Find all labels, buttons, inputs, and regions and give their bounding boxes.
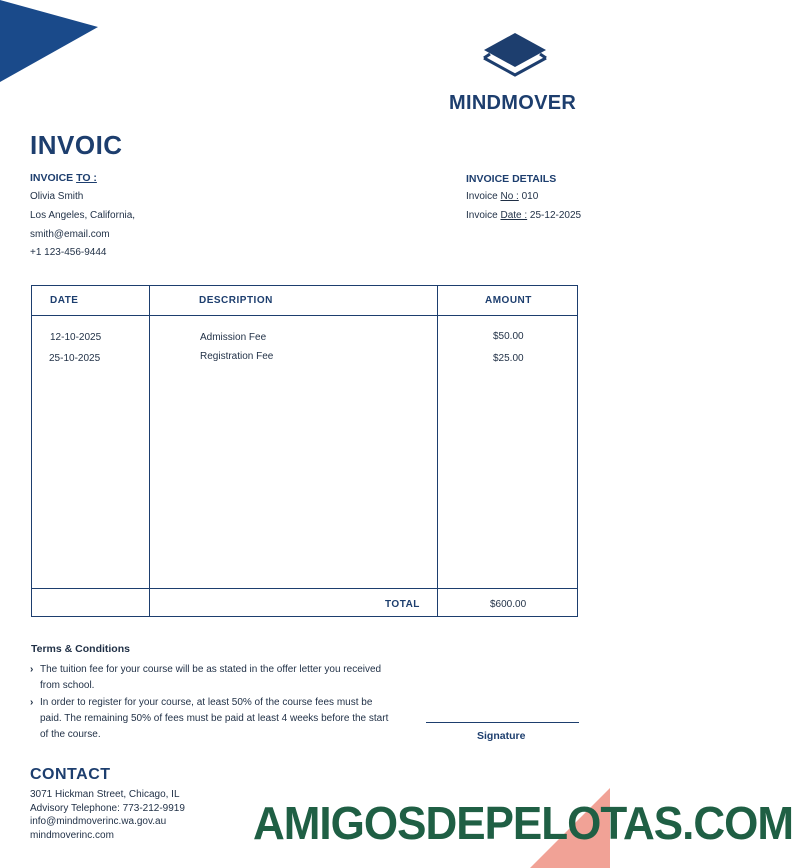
client-email: smith@email.com bbox=[30, 229, 110, 240]
brand-logo-icon bbox=[480, 30, 550, 78]
invoice-number bbox=[466, 191, 538, 202]
chevron-right-icon: › bbox=[30, 697, 34, 708]
row-2-description: Registration Fee bbox=[200, 351, 274, 362]
row-2-amount: $25.00 bbox=[493, 353, 524, 364]
table-divider-2 bbox=[437, 286, 438, 616]
invoice-table bbox=[31, 285, 578, 617]
brand-name: MINDMOVER bbox=[449, 92, 577, 114]
contact-address: 3071 Hickman Street, Chicago, IL bbox=[30, 789, 180, 800]
contact-website: mindmoverinc.com bbox=[30, 830, 114, 841]
total-value: $600.00 bbox=[490, 599, 527, 610]
row-1-date: 12-10-2025 bbox=[50, 332, 102, 343]
invoice-number-label: No : bbox=[500, 191, 519, 202]
client-address: Los Angeles, California, bbox=[30, 210, 136, 221]
term-item-2 bbox=[30, 695, 390, 743]
signature-line bbox=[426, 722, 579, 723]
contact-email: info@mindmoverinc.wa.gov.au bbox=[30, 816, 167, 827]
invoice-to-label bbox=[30, 172, 97, 184]
contact-title: CONTACT bbox=[30, 766, 111, 783]
row-1-description: Admission Fee bbox=[200, 332, 267, 343]
table-divider-1 bbox=[149, 286, 150, 616]
client-phone: +1 123-456-9444 bbox=[30, 247, 107, 258]
invoice-date-prefix: Invoice bbox=[466, 210, 501, 221]
page-title: INVOIC bbox=[30, 130, 123, 160]
invoice-date bbox=[466, 210, 581, 221]
header-date: DATE bbox=[50, 295, 79, 306]
invoice-to-prefix: INVOICE bbox=[30, 172, 77, 184]
header-description: DESCRIPTION bbox=[199, 295, 273, 306]
invoice-number-prefix: Invoice bbox=[466, 191, 501, 202]
row-1-amount: $50.00 bbox=[493, 331, 524, 342]
terms-title: Terms & Conditions bbox=[31, 643, 130, 655]
invoice-to-underlined: TO : bbox=[76, 172, 97, 184]
total-label: TOTAL bbox=[385, 599, 420, 610]
invoice-date-value: 25-12-2025 bbox=[527, 210, 582, 221]
term-text-2: In order to register for your course, at least 50% of the course fees must be paid. The remaining 50% of fees must be paid at least 4 weeks before the start of the course. bbox=[40, 697, 389, 740]
invoice-details-heading: INVOICE DETAILS bbox=[466, 173, 557, 185]
corner-triangle-top-left bbox=[0, 0, 100, 82]
watermark-text: AMIGOSDEPELOTAS.COM bbox=[253, 798, 793, 850]
term-text-1: The tuition fee for your course will be as stated in the offer letter you received from school. bbox=[40, 664, 382, 691]
header-amount: AMOUNT bbox=[485, 295, 532, 306]
table-header-rule bbox=[32, 315, 577, 316]
table-total-rule bbox=[32, 588, 577, 589]
contact-phone: Advisory Telephone: 773-212-9919 bbox=[30, 803, 185, 814]
row-2-date: 25-10-2025 bbox=[49, 353, 101, 364]
invoice-date-label: Date : bbox=[500, 210, 528, 221]
chevron-right-icon: › bbox=[30, 664, 34, 675]
client-name: Olivia Smith bbox=[30, 191, 84, 202]
signature-label: Signature bbox=[477, 730, 526, 742]
invoice-number-value: 010 bbox=[518, 191, 539, 202]
term-item-1 bbox=[30, 662, 390, 694]
